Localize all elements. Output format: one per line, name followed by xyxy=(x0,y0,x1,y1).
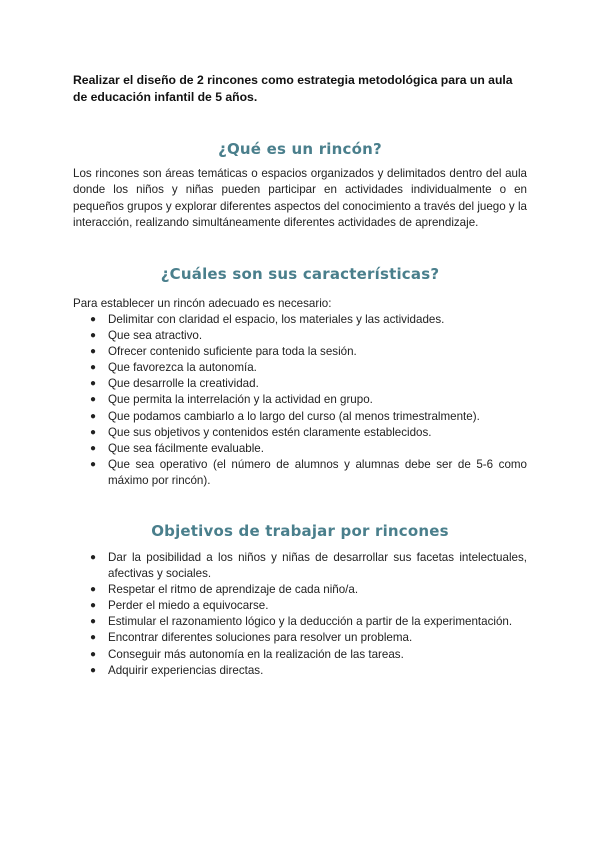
bullet-icon: ● xyxy=(90,616,97,628)
list-item: ● Conseguir más autonomía en la realización de las tareas. xyxy=(73,647,527,663)
bullet-icon: ● xyxy=(90,664,97,676)
bullet-icon: ● xyxy=(90,378,97,390)
list-item: ● Que favorezca la autonomía. xyxy=(73,360,527,376)
bullet-icon: ● xyxy=(90,314,97,325)
bullet-icon: ● xyxy=(90,330,97,342)
list-item: ● Que sea operativo (el número de alumnos y alumnas debe ser de 5-6 como máximo por rincón). xyxy=(90,457,527,487)
bullet-icon: ● xyxy=(90,552,97,563)
list-item: ● Que desarrolle la creatividad. xyxy=(73,376,527,392)
list-item: ● Dar la posibilidad a los niños y niñas de desarrollar sus facetas intelectuales, afectivas y sociales. xyxy=(90,551,527,581)
document-title: Realizar el diseño de 2 rincones como estrategia metodológica para un aula de educación infantil de 5 años. xyxy=(73,73,513,104)
characteristics-intro: Para establecer un rincón adecuado es necesario: xyxy=(73,297,332,310)
bullet-icon: ● xyxy=(90,458,97,470)
list-item: ● Estimular el razonamiento lógico y la deducción a partir de la experimentación. xyxy=(73,614,527,630)
list-item: ● Adquirir experiencias directas. xyxy=(73,663,527,679)
bullet-icon: ● xyxy=(90,442,97,454)
list-item: ● Que sea fácilmente evaluable. xyxy=(73,441,527,457)
section-heading-que-es-un-rincon: ¿Qué es un rincón? xyxy=(218,140,382,158)
bullet-icon: ● xyxy=(90,346,97,358)
bullet-icon: ● xyxy=(90,584,97,596)
characteristics-list xyxy=(73,312,527,489)
list-item: ● Que podamos cambiarlo a lo largo del curso (al menos trimestralmente). xyxy=(73,409,527,425)
bullet-icon: ● xyxy=(90,394,97,406)
list-item: ● Que permita la interrelación y la actividad en grupo. xyxy=(73,392,527,408)
bullet-icon: ● xyxy=(90,410,97,422)
section-heading-caracteristicas: ¿Cuáles son sus características? xyxy=(160,265,440,283)
bullet-icon: ● xyxy=(90,648,97,660)
list-item: ● Ofrecer contenido suficiente para toda la sesión. xyxy=(73,344,527,360)
bullet-icon: ● xyxy=(90,426,97,438)
bullet-icon: ● xyxy=(90,600,97,612)
definition-paragraph: Los rincones son áreas temáticas o espacios organizados y delimitados dentro del aula donde los niños y niñas pueden participar en actividades individualmente o en pequeños grupos y explorar diferentes aspectos del conocimiento a través del juego y la interacción, realizando simultáneamente diferentes actividades de aprendizaje. xyxy=(73,167,527,230)
list-item: ● Perder el miedo a equivocarse. xyxy=(73,598,527,614)
list-item: ● Encontrar diferentes soluciones para resolver un problema. xyxy=(73,630,527,646)
objectives-list xyxy=(73,550,527,679)
list-item: ● Que sus objetivos y contenidos estén claramente establecidos. xyxy=(73,425,527,441)
bullet-icon: ● xyxy=(90,362,97,374)
bullet-icon: ● xyxy=(90,632,97,644)
section-heading-objetivos: Objetivos de trabajar por rincones xyxy=(151,522,449,540)
list-item: ● Delimitar con claridad el espacio, los materiales y las actividades. xyxy=(73,312,527,328)
list-item: ● Respetar el ritmo de aprendizaje de cada niño/a. xyxy=(73,582,527,598)
list-item: ● Que sea atractivo. xyxy=(73,328,527,344)
